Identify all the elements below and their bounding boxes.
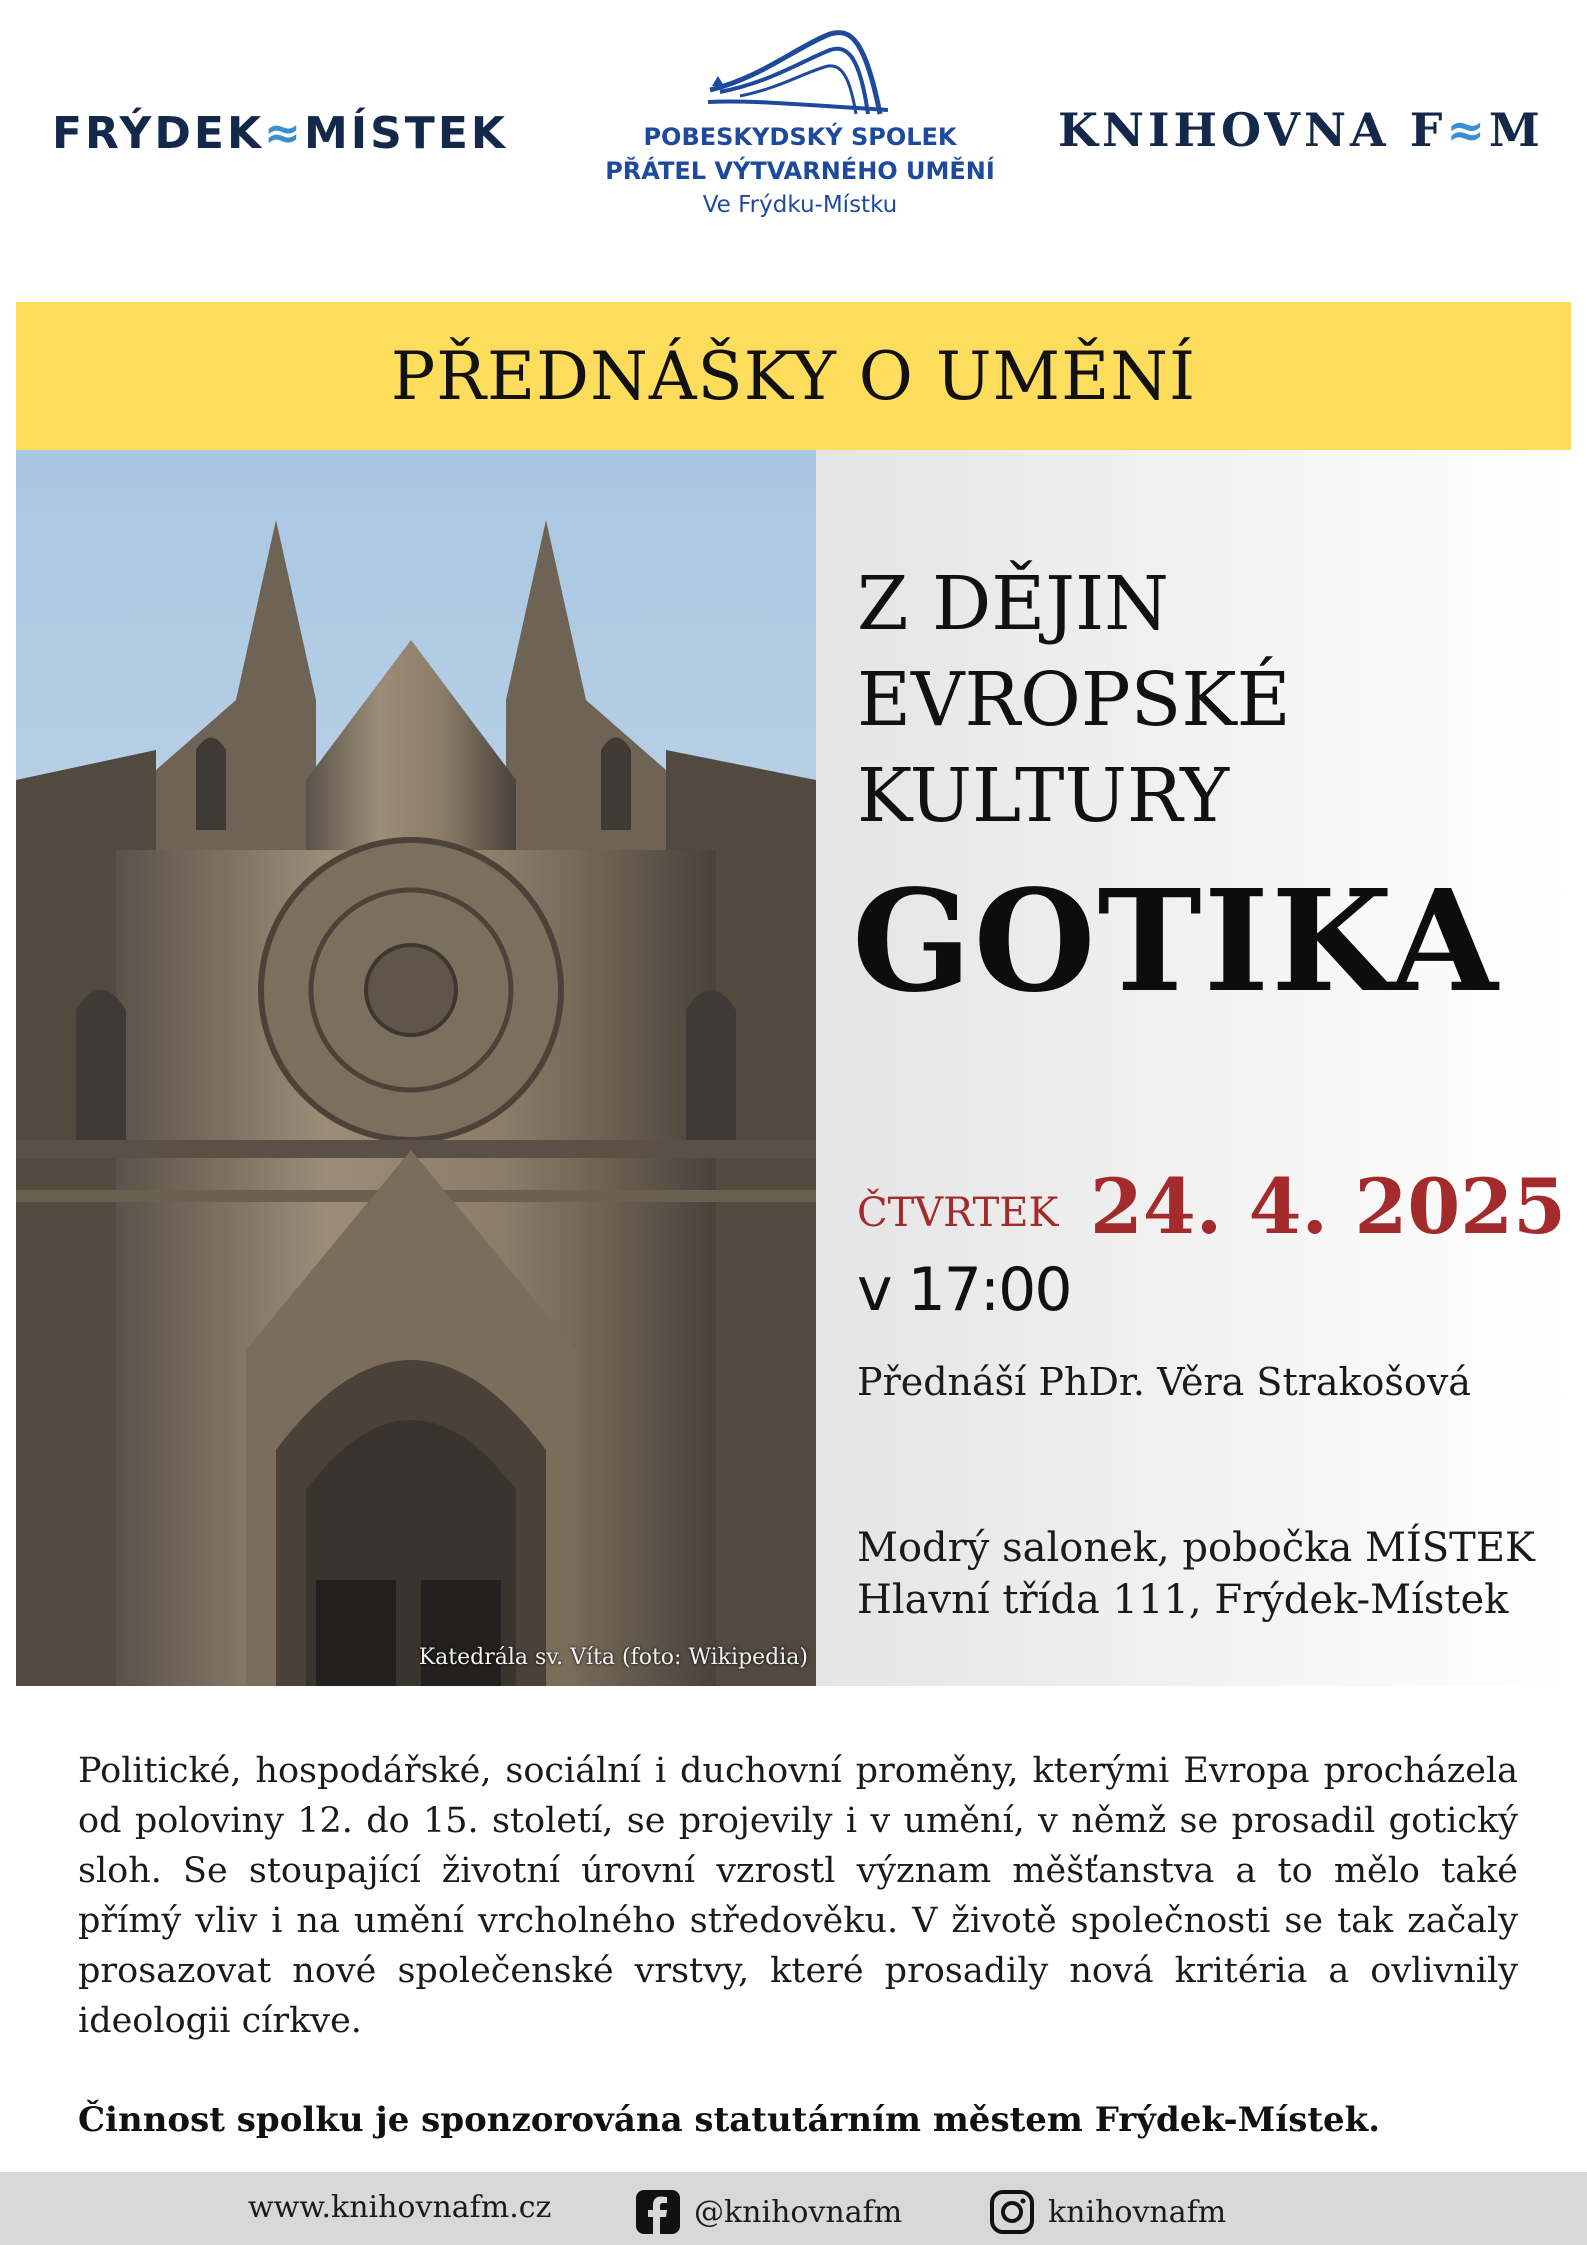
event-lecturer: Přednáší PhDr. Věra Strakošová bbox=[857, 1360, 1471, 1404]
event-subtitle bbox=[857, 556, 1291, 844]
event-day: ČTVRTEK bbox=[857, 1190, 1059, 1236]
library-logo bbox=[1058, 103, 1544, 157]
society-location: Ve Frýdku-Místku bbox=[702, 192, 898, 218]
cathedral-illustration bbox=[16, 450, 816, 1686]
library-logo-left: KNIHOVNA F bbox=[1058, 103, 1447, 157]
subtitle-line: EVROPSKÉ bbox=[857, 657, 1291, 743]
instagram-icon bbox=[990, 2190, 1034, 2234]
mountain-logo-icon bbox=[700, 28, 900, 120]
subtitle-line: Z DĚJIN bbox=[857, 561, 1169, 647]
footer-website[interactable] bbox=[248, 2190, 551, 2225]
society-logo bbox=[560, 28, 1040, 222]
library-logo-right: M bbox=[1488, 103, 1544, 157]
facebook-icon bbox=[636, 2190, 680, 2234]
event-address: Hlavní třída 111, Frýdek-Místek bbox=[857, 1577, 1509, 1623]
cathedral-photo bbox=[16, 450, 816, 1686]
footer-instagram[interactable] bbox=[990, 2190, 1226, 2234]
series-title: PŘEDNÁŠKY O UMĚNÍ bbox=[390, 337, 1197, 415]
city-logo-right: MÍSTEK bbox=[303, 108, 508, 159]
instagram-handle[interactable]: knihovnafm bbox=[1048, 2194, 1227, 2230]
library-logo-wave: ≈ bbox=[1446, 103, 1489, 157]
event-date: 24. 4. 2025 bbox=[1090, 1162, 1567, 1251]
city-logo-wave: ≈ bbox=[264, 108, 304, 159]
event-venue: Modrý salonek, pobočka MÍSTEK bbox=[857, 1525, 1535, 1571]
footer-facebook[interactable] bbox=[636, 2190, 902, 2234]
photo-caption: Katedrála sv. Víta (foto: Wikipedia) bbox=[418, 1645, 808, 1670]
event-description: Politické, hospodářské, sociální i duchovní proměny, kterými Evropa procházela od poloviny 12. do 15. století, se projevily i v umění, v němž se prosadil gotický sloh. Se stoupající životní úrovní vzrostl význam měšťanstva a to mělo také přímý vliv i na umění vrcholného středověku. V životě společnosti se tak začaly prosazovat nové společenské vrstvy, které prosadily nová kritéria a ovlivnily ideologii církve. bbox=[78, 1751, 1518, 2041]
society-name-line2: PŘÁTEL VÝTVARNÉHO UMĚNÍ bbox=[605, 157, 995, 185]
event-title: GOTIKA bbox=[852, 860, 1500, 1024]
city-logo bbox=[52, 108, 508, 159]
event-time: v 17:00 bbox=[857, 1255, 1071, 1325]
subtitle-line: KULTURY bbox=[857, 753, 1230, 839]
website-link[interactable]: www.knihovnafm.cz bbox=[248, 2190, 552, 2225]
facebook-handle[interactable]: @knihovnafm bbox=[694, 2194, 903, 2230]
series-banner bbox=[16, 302, 1571, 450]
sponsor-note: Činnost spolku je sponzorována statutárním městem Frýdek-Místek. bbox=[78, 2100, 1381, 2140]
city-logo-left: FRÝDEK bbox=[52, 108, 265, 159]
society-name-line1: POBESKYDSKÝ SPOLEK bbox=[643, 123, 957, 151]
